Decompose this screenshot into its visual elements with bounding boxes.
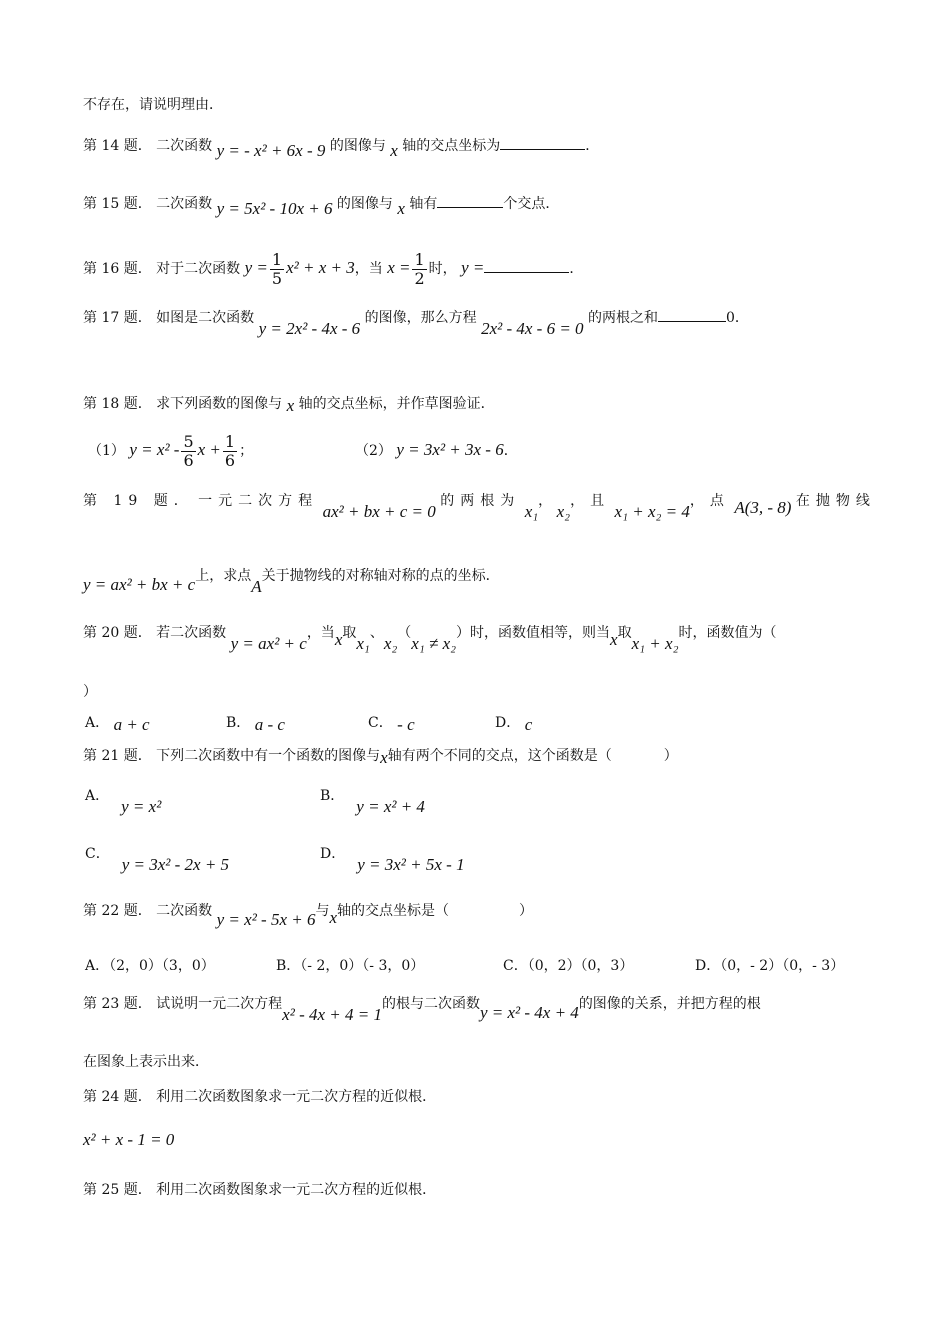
q19-equation2: y = ax² + bx + c <box>83 575 196 594</box>
q23-text3: 的图像的关系，并把方程的根 <box>578 996 761 1012</box>
q18-text1: 求下列函数的图像与 <box>156 396 283 412</box>
q20-a-value: a + c <box>113 715 150 734</box>
q17-text4: 0． <box>726 310 749 326</box>
q14-equation: y = - x² + 6x - 9 <box>216 141 326 160</box>
q15-text3: 轴有 <box>409 196 438 212</box>
q19-line2 <box>83 565 500 596</box>
q21-a-label: A． <box>85 788 110 804</box>
q23-label: 第 23 题． <box>83 996 152 1012</box>
q16-fraction-one-half <box>412 251 426 288</box>
q21-text2: 轴有两个不同的交点，这个函数是（ <box>387 748 612 764</box>
q20-option-a[interactable] <box>85 712 150 732</box>
q21-c-value: y = 3x² - 2x + 5 <box>121 855 230 874</box>
q21-text1: 下列二次函数中有一个函数的图像与 <box>156 748 381 764</box>
q20-text3: 取 <box>342 625 357 641</box>
q18-p2-label: （2） <box>355 443 392 459</box>
q20-option-d[interactable] <box>495 712 532 732</box>
q20-d-label: D． <box>495 715 521 731</box>
q18-p1-end: ； <box>239 443 254 459</box>
q20-b-value: a - c <box>254 715 285 734</box>
q17-answer-blank[interactable] <box>658 307 726 322</box>
q16-answer-blank[interactable] <box>484 258 569 273</box>
q20-sum: x₁ + x₂ <box>631 634 679 653</box>
q20-condition: x₁ ≠ x₂ <box>411 634 457 653</box>
q17-text1: 如图是二次函数 <box>156 310 255 326</box>
q21-b-label: B． <box>320 788 345 804</box>
q22-option-d[interactable]: D．（0，- 2）（0，- 3） <box>695 958 845 974</box>
q21-c-label: C． <box>85 846 110 862</box>
q18-p1-eq-a: y = x² - <box>129 440 180 459</box>
q21-b-value: y = x² + 4 <box>356 797 425 816</box>
q18-f2-den: 6 <box>224 450 236 470</box>
q20-var2: x <box>610 630 618 649</box>
q18-f2-num: 1 <box>224 431 236 451</box>
q17-equation: y = 2x² - 4x - 6 <box>258 319 361 338</box>
q19-sep1: ， <box>538 493 553 509</box>
q16-frac1-num: 1 <box>271 249 283 269</box>
q19-sum: x₁ + x₂ = 4 <box>614 502 690 521</box>
q19-text5: 在抛物线 <box>795 493 876 509</box>
intro-text: 不存在，请说明理由． <box>83 97 223 113</box>
q19-text1: 一元二次方程 <box>198 493 319 509</box>
q15-var: x <box>397 199 405 218</box>
q14-var: x <box>390 141 398 160</box>
q18-text2: 轴的交点坐标，并作草图验证． <box>298 396 495 412</box>
q20-text1: 若二次函数 <box>156 625 227 641</box>
q18-p2-end: ． <box>503 443 518 459</box>
q19-text4: ，点 <box>689 493 730 509</box>
q20-close-paren: ） <box>83 684 97 700</box>
q24-label: 第 24 题． <box>83 1089 152 1105</box>
q20-a-label: A． <box>85 715 110 731</box>
q20-c-label: C． <box>368 715 393 731</box>
q24-text1: 利用二次函数图象求一元二次方程的近似根． <box>156 1089 437 1105</box>
question-23 <box>83 993 761 1024</box>
q14-label: 第 14 题． <box>83 138 152 154</box>
q17-label: 第 17 题． <box>83 310 152 326</box>
question-17 <box>83 307 749 338</box>
question-16 <box>83 245 583 292</box>
q20-x2: x₂ <box>383 634 398 653</box>
q18-fraction-one-sixth <box>223 433 237 470</box>
q16-frac2-den: 2 <box>414 268 425 288</box>
q20-label: 第 20 题． <box>83 625 152 641</box>
q20-option-b[interactable] <box>226 712 285 732</box>
q16-frac1-den: 5 <box>271 268 283 288</box>
q16-text3: 时， <box>428 261 457 277</box>
q18-p1-label: （1） <box>88 443 125 459</box>
q21-a-value: y = x² <box>121 797 162 816</box>
q23-text1: 试说明一元二次方程 <box>156 996 283 1012</box>
q22-label: 第 22 题． <box>83 903 152 919</box>
q24-equation: x² + x - 1 = 0 <box>83 1130 175 1149</box>
q22-var: x <box>329 908 338 927</box>
q21-var: x <box>380 748 388 767</box>
q23-text4: 在图象上表示出来． <box>83 1054 209 1070</box>
q22-option-c[interactable]: C．（0，2）（0，3） <box>503 958 634 974</box>
q22-option-a[interactable]: A．（2，0）（3，0） <box>85 958 215 974</box>
q21-option-d[interactable] <box>320 843 465 874</box>
q22-close-paren: ） <box>519 903 534 919</box>
q20-text6: 时，函数值为（ <box>678 625 777 641</box>
q19-text7: 关于抛物线的对称轴对称的点的坐标． <box>261 568 500 584</box>
q22-option-b[interactable]: B．（- 2，0）（- 3，0） <box>276 958 425 974</box>
q20-text2: ，当 <box>306 625 335 641</box>
q18-part1 <box>88 428 253 473</box>
q20-text5: 取 <box>617 625 632 641</box>
q19-label: 第 19 题． <box>83 493 194 509</box>
q14-end: ． <box>585 138 600 154</box>
q21-option-a[interactable] <box>85 785 162 816</box>
q22-text2: 与 <box>315 903 330 919</box>
q18-label: 第 18 题． <box>83 396 152 412</box>
q15-text4: 个交点． <box>503 196 560 212</box>
q20-d-value: c <box>524 715 533 734</box>
q19-point: A(3, - 8) <box>734 498 792 517</box>
q25-label: 第 25 题． <box>83 1182 152 1198</box>
q17-equation2: 2x² - 4x - 6 = 0 <box>481 319 584 338</box>
q14-text1: 二次函数 <box>156 138 213 154</box>
q17-text2: 的图像，那么方程 <box>364 310 477 326</box>
q23-equation: x² - 4x + 4 = 1 <box>282 1005 382 1024</box>
q14-text2: 的图像与 <box>329 138 386 154</box>
q22-text3: 轴的交点坐标是（ <box>337 903 450 919</box>
q20-c-value: - c <box>397 715 415 734</box>
question-25 <box>83 1180 436 1200</box>
q16-x-eq: x = <box>387 258 411 277</box>
question-22 <box>83 900 534 929</box>
q21-label: 第 21 题． <box>83 748 152 764</box>
q20-text4: ）时，函数值相等，则当 <box>456 625 611 641</box>
q15-label: 第 15 题． <box>83 196 152 212</box>
q21-option-c[interactable] <box>85 843 230 874</box>
q16-text1: 对于二次函数 <box>156 261 241 277</box>
q19-x1: x₁ <box>524 502 539 521</box>
q15-answer-blank[interactable] <box>437 193 503 208</box>
q18-p2-eq: y = 3x² + 3x - 6 <box>396 440 504 459</box>
q21-d-label: D． <box>320 846 346 862</box>
q18-f1-den: 6 <box>183 450 194 470</box>
question-18 <box>83 393 495 414</box>
q16-eq-rest: x² + x + 3 <box>286 258 355 277</box>
q20-x1: x₁ <box>356 634 370 653</box>
q22-equation: y = x² - 5x + 6 <box>216 910 316 929</box>
q22-text1: 二次函数 <box>156 903 213 919</box>
q14-text3: 轴的交点坐标为 <box>402 138 501 154</box>
q20-b-label: B． <box>226 715 251 731</box>
question-21 <box>83 745 678 766</box>
q18-var: x <box>286 396 295 415</box>
q16-y-is: y = <box>461 258 485 277</box>
question-14 <box>83 135 600 160</box>
q14-answer-blank[interactable] <box>500 135 585 150</box>
q20-option-c[interactable] <box>368 712 415 732</box>
question-15 <box>83 193 560 218</box>
q19-equation: ax² + bx + c = 0 <box>322 502 436 521</box>
q21-d-value: y = 3x² + 5x - 1 <box>357 855 465 874</box>
q15-text2: 的图像与 <box>336 196 393 212</box>
q17-text3: 的两根之和 <box>588 310 658 326</box>
q19-x2: x₂ <box>556 502 571 521</box>
q18-p1-eq-b: x + <box>197 440 221 459</box>
q24-equation-line <box>83 1130 174 1151</box>
question-19 <box>83 490 876 521</box>
q20-equation: y = ax² + c <box>230 634 307 653</box>
question-24 <box>83 1087 436 1107</box>
q16-text2: ，当 <box>354 261 383 277</box>
q16-label: 第 16 题． <box>83 261 152 277</box>
q23-equation2: y = x² - 4x + 4 <box>479 1003 579 1022</box>
q15-equation: y = 5x² - 10x + 6 <box>216 199 333 218</box>
q18-f1-num: 5 <box>183 431 194 451</box>
q16-y-eq: y = <box>244 258 268 277</box>
q21-option-b[interactable] <box>320 785 425 816</box>
question-20: 第 20 题． 若二次函数 y = ax² + c，当x取x₁、x₂（x₁ ≠ x₂）时，函数值相等，则当x取x₁ + x₂时，函数值为（ <box>83 625 777 653</box>
q15-text1: 二次函数 <box>156 196 213 212</box>
q18-part2 <box>355 440 518 461</box>
q16-fraction-one-fifth <box>270 251 284 288</box>
q23-text2: 的根与二次函数 <box>381 996 480 1012</box>
q19-text6: 上，求点 <box>195 568 252 584</box>
q18-fraction-five-sixths <box>181 433 195 470</box>
q19-text2: 的两根为 <box>440 493 521 509</box>
q20-var: x <box>334 630 343 649</box>
q20-sep: 、 <box>369 625 384 641</box>
q19-A: A <box>251 577 262 596</box>
q19-text3: ，且 <box>570 493 611 509</box>
q21-close-paren: ） <box>663 748 678 764</box>
q25-text1: 利用二次函数图象求一元二次方程的近似根． <box>156 1182 437 1198</box>
q16-frac2-num: 1 <box>414 249 425 269</box>
q16-end: ． <box>569 261 584 277</box>
